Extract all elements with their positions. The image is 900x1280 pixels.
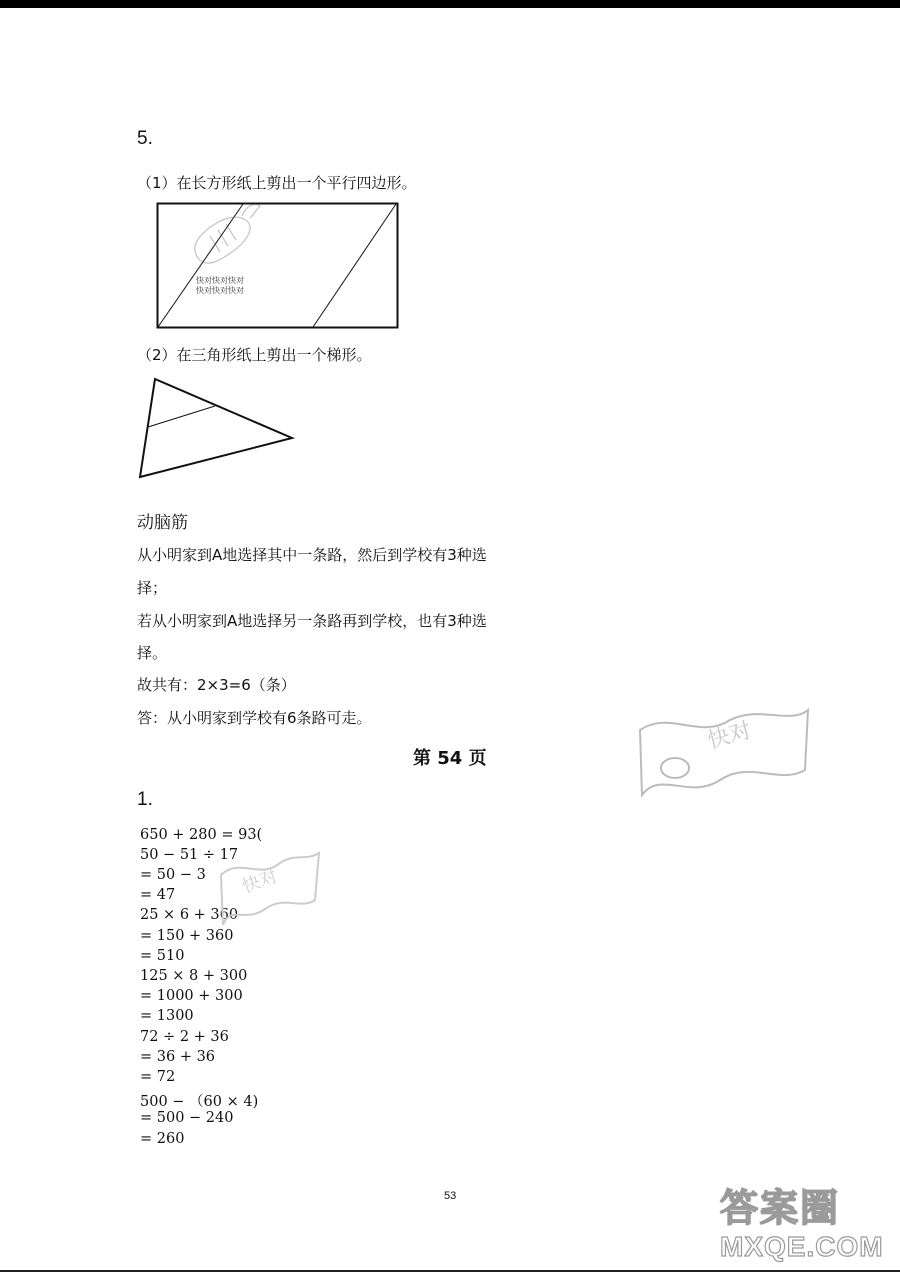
question-number-5: 5. — [137, 128, 153, 149]
stamp-watermark-icon — [630, 700, 820, 810]
brain-line-1: 从小明家到A地选择其中一条路，然后到学校有3种选 — [137, 546, 487, 564]
brain-line-5: 故共有：2×3=6（条） — [137, 676, 296, 694]
math-line-15: = 500 − 240 — [140, 1110, 234, 1126]
math-line-4: = 47 — [140, 887, 176, 903]
math-line-13: = 72 — [140, 1069, 176, 1085]
math-line-7: = 510 — [140, 948, 185, 964]
question-number-1: 1. — [137, 789, 153, 810]
rectangle-outline — [158, 204, 398, 328]
bottom-border — [0, 1270, 900, 1272]
top-border — [0, 0, 900, 8]
carrot-watermark-icon — [195, 204, 260, 263]
math-line-11: 72 ÷ 2 + 36 — [140, 1029, 229, 1045]
cut-line-left — [158, 204, 243, 327]
math-line-3: = 50 − 3 — [140, 867, 206, 883]
triangle-outline — [140, 379, 292, 477]
stamp-watermark-small-icon — [215, 845, 325, 935]
math-line-12: = 36 + 36 — [140, 1049, 216, 1065]
math-line-1: 650 + 280 = 93( — [140, 827, 263, 843]
page-54-heading: 第 54 页 — [413, 748, 487, 769]
math-line-2: 50 − 51 ÷ 17 — [140, 847, 239, 863]
watermark-small-text: 快对快对快对 快对快对快对 — [196, 276, 244, 295]
brain-teaser-title: 动脑筋 — [137, 513, 188, 533]
math-line-9: = 1000 + 300 — [140, 988, 243, 1004]
triangle-figure — [130, 372, 310, 487]
brain-line-6: 答：从小明家到学校有6条路可走。 — [137, 709, 372, 727]
math-line-14: 500 − （60 × 4) — [140, 1094, 259, 1110]
part-2-text: （2）在三角形纸上剪出一个梯形。 — [137, 346, 372, 364]
brain-line-3: 若从小明家到A地选择另一条路再到学校，也有3种选 — [137, 612, 487, 630]
page-number: 53 — [444, 1190, 457, 1202]
brain-line-2: 择； — [137, 579, 168, 597]
math-line-16: = 260 — [140, 1131, 185, 1147]
rectangle-figure — [150, 196, 410, 336]
math-line-10: = 1300 — [140, 1008, 194, 1024]
math-line-6: = 150 + 360 — [140, 928, 234, 944]
trapezoid-cut-line — [148, 406, 215, 427]
cut-line-right — [313, 204, 396, 327]
brain-line-4: 择。 — [137, 644, 168, 662]
svg-text:快对: 快对 — [239, 865, 281, 898]
site-logo-watermark: 答案圈 MXQE.COM — [720, 1188, 884, 1262]
math-line-8: 125 × 8 + 300 — [140, 968, 248, 984]
part-1-text: （1）在长方形纸上剪出一个平行四边形。 — [137, 174, 417, 192]
math-line-5: 25 × 6 + 360 — [140, 907, 239, 923]
svg-text:快对: 快对 — [705, 718, 755, 754]
